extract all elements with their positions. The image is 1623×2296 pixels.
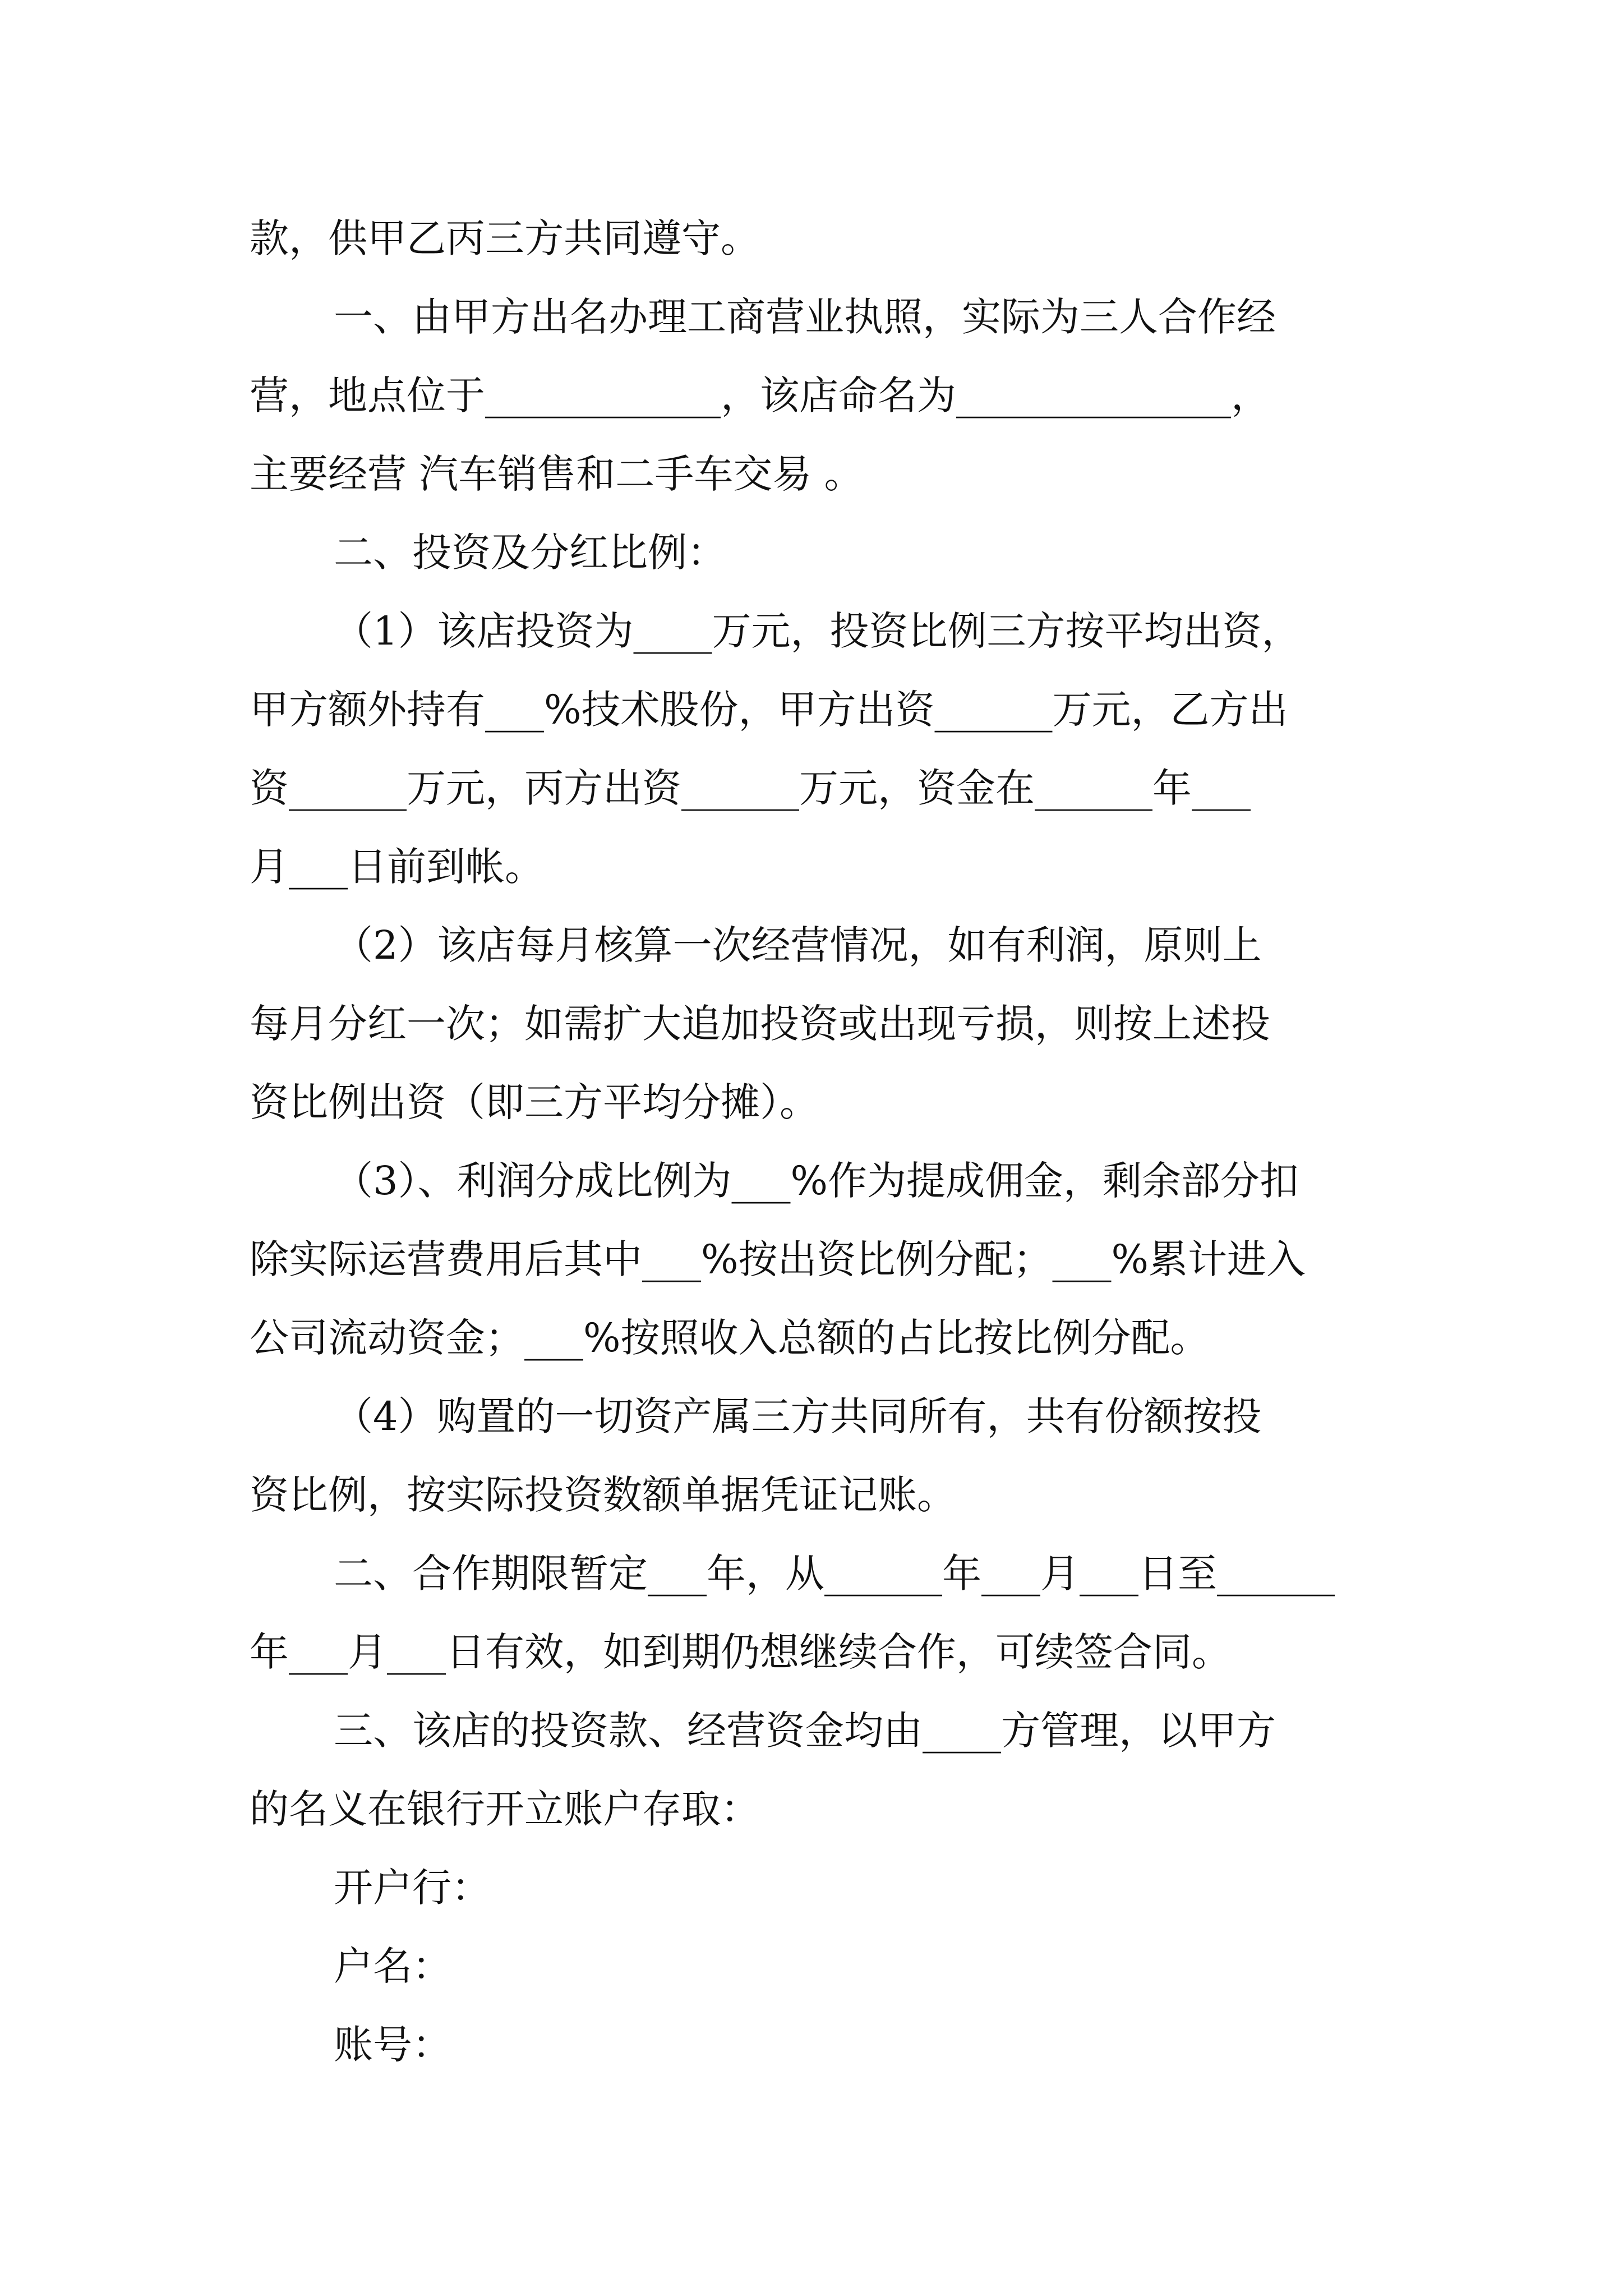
- text-line-17: 资比例，按实际投资数额单据凭证记账。: [250, 1472, 956, 1518]
- text-line-8: 资______万元，丙方出资______万元，资金在______年___: [250, 765, 1251, 811]
- text-line-24: 账号：: [334, 2022, 451, 2068]
- text-line-2: 一、由甲方出名办理工商营业执照，实际为三人合作经: [334, 294, 1276, 340]
- text-line-19: 年___月___日有效，如到期仍想继续合作，可续签合同。: [250, 1629, 1231, 1675]
- text-line-3: 营，地点位于____________，该店命名为______________，: [250, 372, 1270, 418]
- text-line-1: 款，供甲乙丙三方共同遵守。: [250, 215, 760, 261]
- text-line-22: 开户行：: [334, 1865, 491, 1911]
- text-line-18: 二、合作期限暂定___年，从______年___月___日至______: [334, 1550, 1335, 1596]
- text-line-16: （4）购置的一切资产属三方共同所有，共有份额按投: [334, 1393, 1262, 1439]
- text-line-10: （2）该店每月核算一次经营情况，如有利润，原则上: [334, 922, 1262, 968]
- text-line-12: 资比例出资（即三方平均分摊）。: [250, 1079, 819, 1125]
- text-line-15: 公司流动资金；___%按照收入总额的占比按比例分配。: [250, 1315, 1210, 1361]
- text-line-6: （1）该店投资为____万元，投资比例三方按平均出资，: [334, 608, 1301, 654]
- text-line-9: 月___日前到帐。: [250, 844, 544, 890]
- text-line-20: 三、该店的投资款、经营资金均由____方管理，以甲方: [334, 1708, 1276, 1754]
- text-line-4: 主要经营 汽车销售和二手车交易 。: [250, 451, 864, 497]
- text-line-11: 每月分红一次；如需扩大追加投资或出现亏损，则按上述投: [250, 1001, 1270, 1047]
- text-line-21: 的名义在银行开立账户存取：: [250, 1786, 760, 1832]
- text-line-23: 户名：: [334, 1943, 451, 1989]
- text-line-5: 二、投资及分红比例：: [334, 530, 726, 576]
- text-line-7: 甲方额外持有___%技术股份，甲方出资______万元，乙方出: [250, 687, 1288, 733]
- text-line-14: 除实际运营费用后其中___%按出资比例分配；___%累计进入: [250, 1236, 1306, 1282]
- text-line-13: （3）、利润分成比例为___%作为提成佣金，剩余部分扣: [334, 1158, 1299, 1204]
